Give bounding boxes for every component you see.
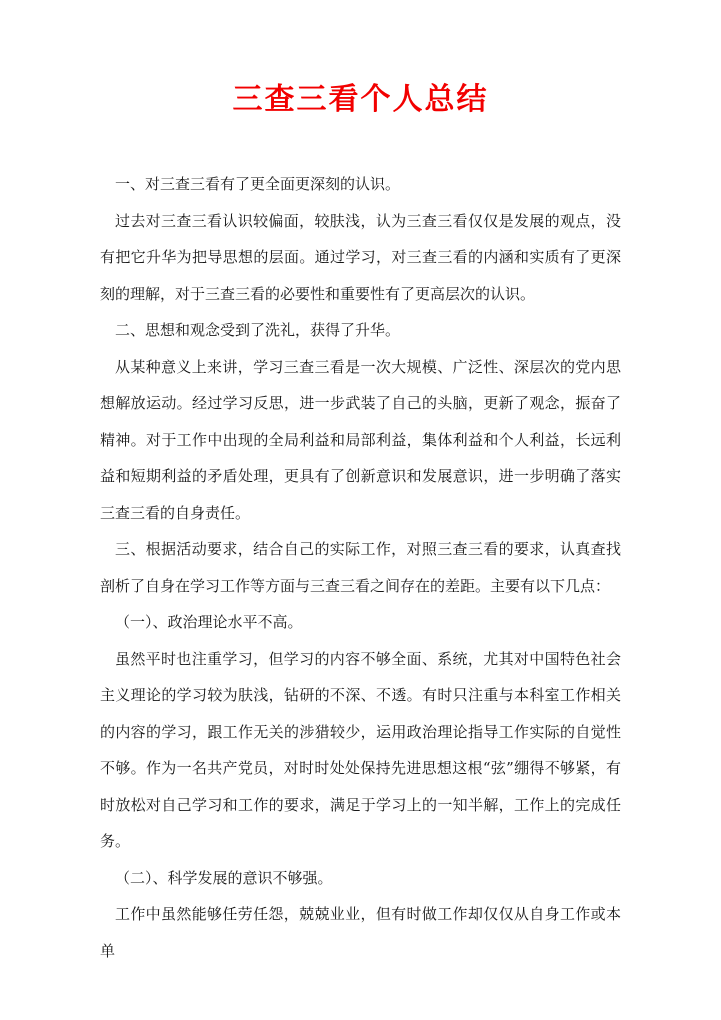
paragraph: 二、思想和观念受到了洗礼，获得了升华。 [115, 321, 401, 339]
document-body [100, 166, 621, 969]
paragraph: 工作中虽然能够任劳任怨，兢兢业业，但有时做工作却仅仅从自身工作或本单 [100, 905, 621, 960]
document-title: 三查三看个人总结 [232, 82, 489, 117]
paragraph: 从某种意义上来讲，学习三查三看是一次大规模、广泛性、深层次的党内思想解放运动。经过学习反思，进一步武装了自己的头脑，更新了观念，振奋了精神。对于工作中出现的全局利益和局部利益，集体利益和个人利益，长远利益和短期利益的矛盾处理，更具有了创新意识和发展意识，进一步明确了落实三查三看的自身责任。 [100, 357, 621, 522]
paragraph: 虽然平时也注重学习，但学习的内容不够全面、系统，尤其对中国特色社会主义理论的学习较为肤浅，钻研的不深、不透。有时只注重与本科室工作相关的内容的学习，跟工作无关的涉猎较少，运用政治理论指导工作实际的自觉性不够。作为一名共产党员，对时时处处保持先进思想这根“弦”绷得不够紧，有时放松对自己学习和工作的要求，满足于学习上的一知半解，工作上的完成任务。 [100, 649, 621, 850]
paragraph: 三、根据活动要求，结合自己的实际工作，对照三查三看的要求，认真查找剖析了自身在学习工作等方面与三查三看之间存在的差距。主要有以下几点： [100, 540, 621, 595]
paragraph: （二）、科学发展的意识不够强。 [115, 868, 333, 887]
paragraph: 一、对三查三看有了更全面更深刻的认识。 [115, 175, 401, 193]
paragraph: （一）、政治理论水平不高。 [115, 613, 303, 631]
paragraph: 过去对三查三看认识较偏面，较肤浅，认为三查三看仅仅是发展的观点，没有把它升华为把导思想的层面。通过学习，对三查三看的内涵和实质有了更深刻的理解，对于三查三看的必要性和重要性有了更高层次的认识。 [100, 211, 621, 303]
